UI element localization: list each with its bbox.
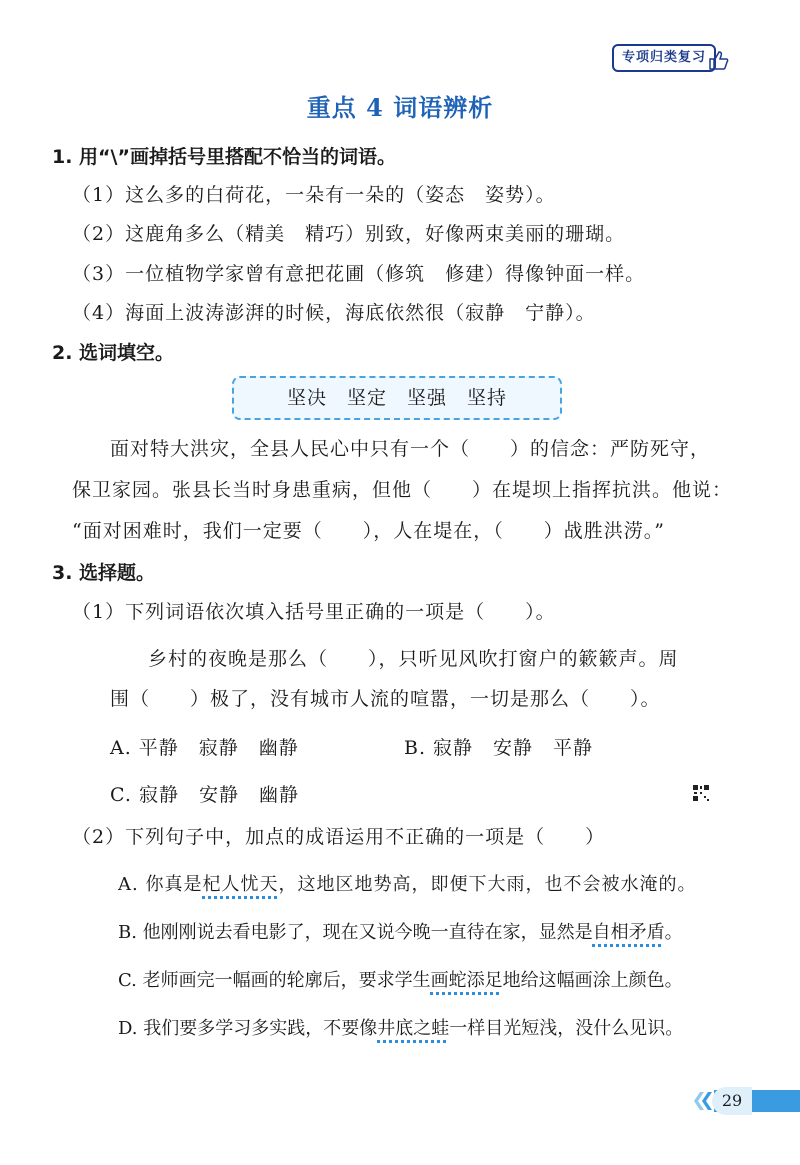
dotted-idiom: 自相矛盾	[592, 922, 665, 943]
q3-sub1-option-a: A. 平静 寂静 幽静	[110, 737, 299, 759]
q3-sub2-option-a	[118, 870, 696, 896]
thumbs-up-icon	[708, 50, 730, 70]
option-text: C. 老师画完一幅画的轮廓后，要求学生	[118, 970, 431, 991]
option-text: D. 我们要多学习多实践，不要像	[118, 1018, 378, 1039]
dotted-idiom: 画蛇添足	[430, 970, 503, 991]
q3-heading: 3. 选择题。	[52, 562, 156, 584]
q2-passage-line: 保卫家园。张县长当时身患重病，但他（ ）在堤坝上指挥抗洪。他说：	[72, 479, 733, 501]
q1-item: （3）一位植物学家曾有意把花圃（修筑 修建）得像钟面一样。	[72, 263, 646, 285]
page-title: 重点 4 词语辨析	[306, 93, 494, 122]
q3-sub1-passage: 围（ ）极了，没有城市人流的喧嚣，一切是那么（ ）。	[110, 688, 661, 710]
q1-item: （4）海面上波涛澎湃的时候，海底依然很（寂静 宁静）。	[72, 302, 596, 324]
chevron-decoration-icon	[690, 1090, 714, 1112]
section-badge: 专项归类复习	[612, 44, 716, 72]
q2-heading: 2. 选词填空。	[52, 342, 175, 364]
q1-item: （2）这鹿角多么（精美 精巧）别致，好像两束美丽的珊瑚。	[72, 223, 626, 245]
option-text: ，这地区地势高，即便下大雨，也不会被水淹的。	[278, 874, 697, 895]
q3-sub2-option-d	[118, 1014, 683, 1040]
qr-code-icon	[692, 784, 710, 802]
page-number: 29	[712, 1087, 752, 1115]
q3-sub2-option-c	[118, 966, 683, 992]
q3-sub1-passage: 乡村的夜晚是那么（ ），只听见风吹打窗户的簌簌声。周	[148, 648, 679, 670]
dotted-idiom: 井底之蛙	[377, 1018, 450, 1039]
q3-sub1-option-c: C. 寂静 安静 幽静	[110, 784, 299, 806]
q1-heading: 1. 用“\”画掉括号里搭配不恰当的词语。	[52, 146, 396, 168]
option-text: B. 他刚刚说去看电影了，现在又说今晚一直待在家，显然是	[118, 922, 593, 943]
dotted-idiom: 杞人忧天	[202, 874, 279, 895]
q3-sub2-question: （2）下列句子中，加点的成语运用不正确的一项是（ ）	[72, 826, 606, 848]
option-text: 一样目光短浅，没什么见识。	[449, 1018, 684, 1039]
q2-passage-line: “面对困难时，我们一定要（ ），人在堤在，（ ）战胜洪涝。”	[72, 520, 665, 542]
word-bank: 坚决 坚定 坚强 坚持	[232, 376, 562, 420]
q3-sub1-option-b: B. 寂静 安静 平静	[404, 737, 594, 759]
q3-sub1-question: （1）下列词语依次填入括号里正确的一项是（ ）。	[72, 601, 556, 623]
option-text: 地给这幅画涂上颜色。	[502, 970, 683, 991]
q1-item: （1）这么多的白荷花，一朵有一朵的（姿态 姿势）。	[72, 184, 556, 206]
q2-passage-line: 面对特大洪灾，全县人民心中只有一个（ ）的信念：严防死守，	[110, 438, 711, 460]
option-text: A. 你真是	[118, 874, 203, 895]
option-text: 。	[664, 922, 683, 943]
q3-sub2-option-b	[118, 918, 683, 944]
